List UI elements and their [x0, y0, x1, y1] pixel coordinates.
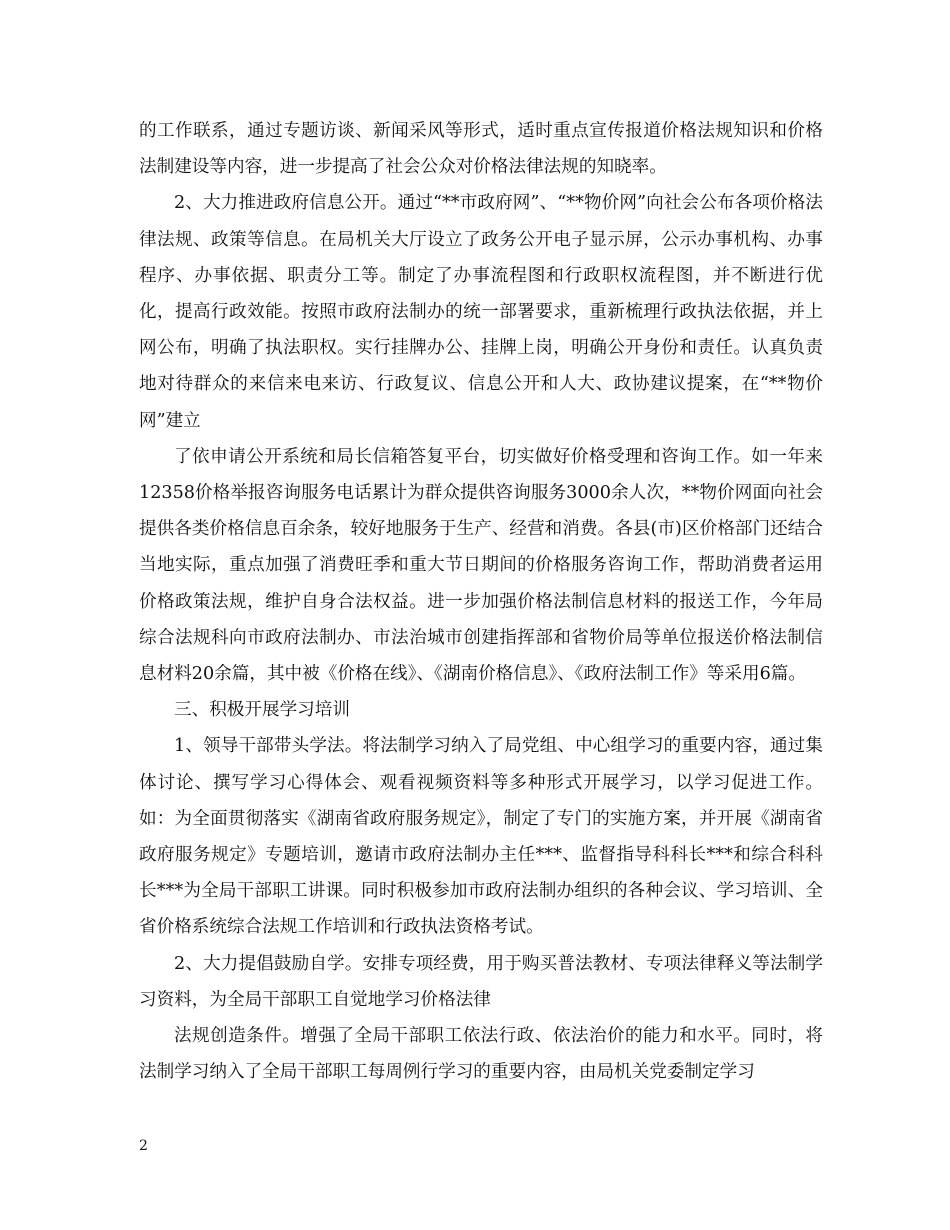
paragraph-leaders-study: 1、领导干部带头学法。将法制学习纳入了局党组、中心组学习的重要内容，通过集体讨论、撰写学习心得体会、观看视频资料等多种形式开展学习，以学习促进工作。如：为全面贯彻落实《湖南省政府服务规定》，制定了专门的实施方案，并开展《湖南省政府服务规定》专题培训，邀请市政府法制办主任***、监督指导科科长***和综合科科长***为全局干部职工讲课。同时积极参加市政府法制办组织的各种会议、学习培训、全省价格系统综合法规工作培训和行政执法资格考试。 [139, 736, 823, 938]
document-body [139, 113, 823, 1090]
paragraph-self-study: 2、大力提倡鼓励自学。安排专项经费，用于购买普法教材、专项法律释义等法制学习资料，为全局干部职工自觉地学习价格法律 [139, 953, 823, 1010]
page-number: 2 [139, 1138, 148, 1154]
paragraph-continuation: 的工作联系，通过专题访谈、新闻采风等形式，适时重点宣传报道价格法规知识和价格法制建设等内容，进一步提高了社会公众对价格法律法规的知晓率。 [139, 121, 823, 178]
section-heading-training: 三、积极开展学习培训 [174, 700, 350, 721]
paragraph-gov-info-disclosure: 2、大力推进政府信息公开。通过“**市政府网”、“**物价网”向社会公布各项价格法律法规、政策等信息。在局机关大厅设立了政务公开电子显示屏，公示办事机构、办事程序、办事依据、职责分工等。制定了办事流程图和行政职权流程图，并不断进行优化，提高行政效能。按照市政府法制办的统一部署要求，重新梳理行政执法依据，并上网公布，明确了执法职权。实行挂牌办公、挂牌上岗，明确公开身份和责任。认真负责地对待群众的来信来电来访、行政复议、信息公开和人大、政协建议提案，在“**物价网”建立 [139, 193, 823, 431]
paragraph-consultation-service: 了依申请公开系统和局长信箱答复平台，切实做好价格受理和咨询工作。如一年来12358价格举报咨询服务电话累计为群众提供咨询服务3000余人次，**物价网面向社会提供各类价格信息百余条，较好地服务于生产、经营和消费。各县(市)区价格部门还结合当地实际，重点加强了消费旺季和重大节日期间的价格服务咨询工作，帮助消费者运用价格政策法规，维护自身合法权益。进一步加强价格法制信息材料的报送工作，今年局综合法规科向市政府法制办、市法治城市创建指挥部和省物价局等单位报送价格法制信息材料20余篇，其中被《价格在线》、《湖南价格信息》、《政府法制工作》等采用6篇。 [139, 446, 823, 685]
paragraph-study-conditions: 法规创造条件。增强了全局干部职工依法行政、依法治价的能力和水平。同时，将法制学习纳入了全局干部职工每周例行学习的重要内容，由局机关党委制定学习 [139, 1026, 823, 1083]
